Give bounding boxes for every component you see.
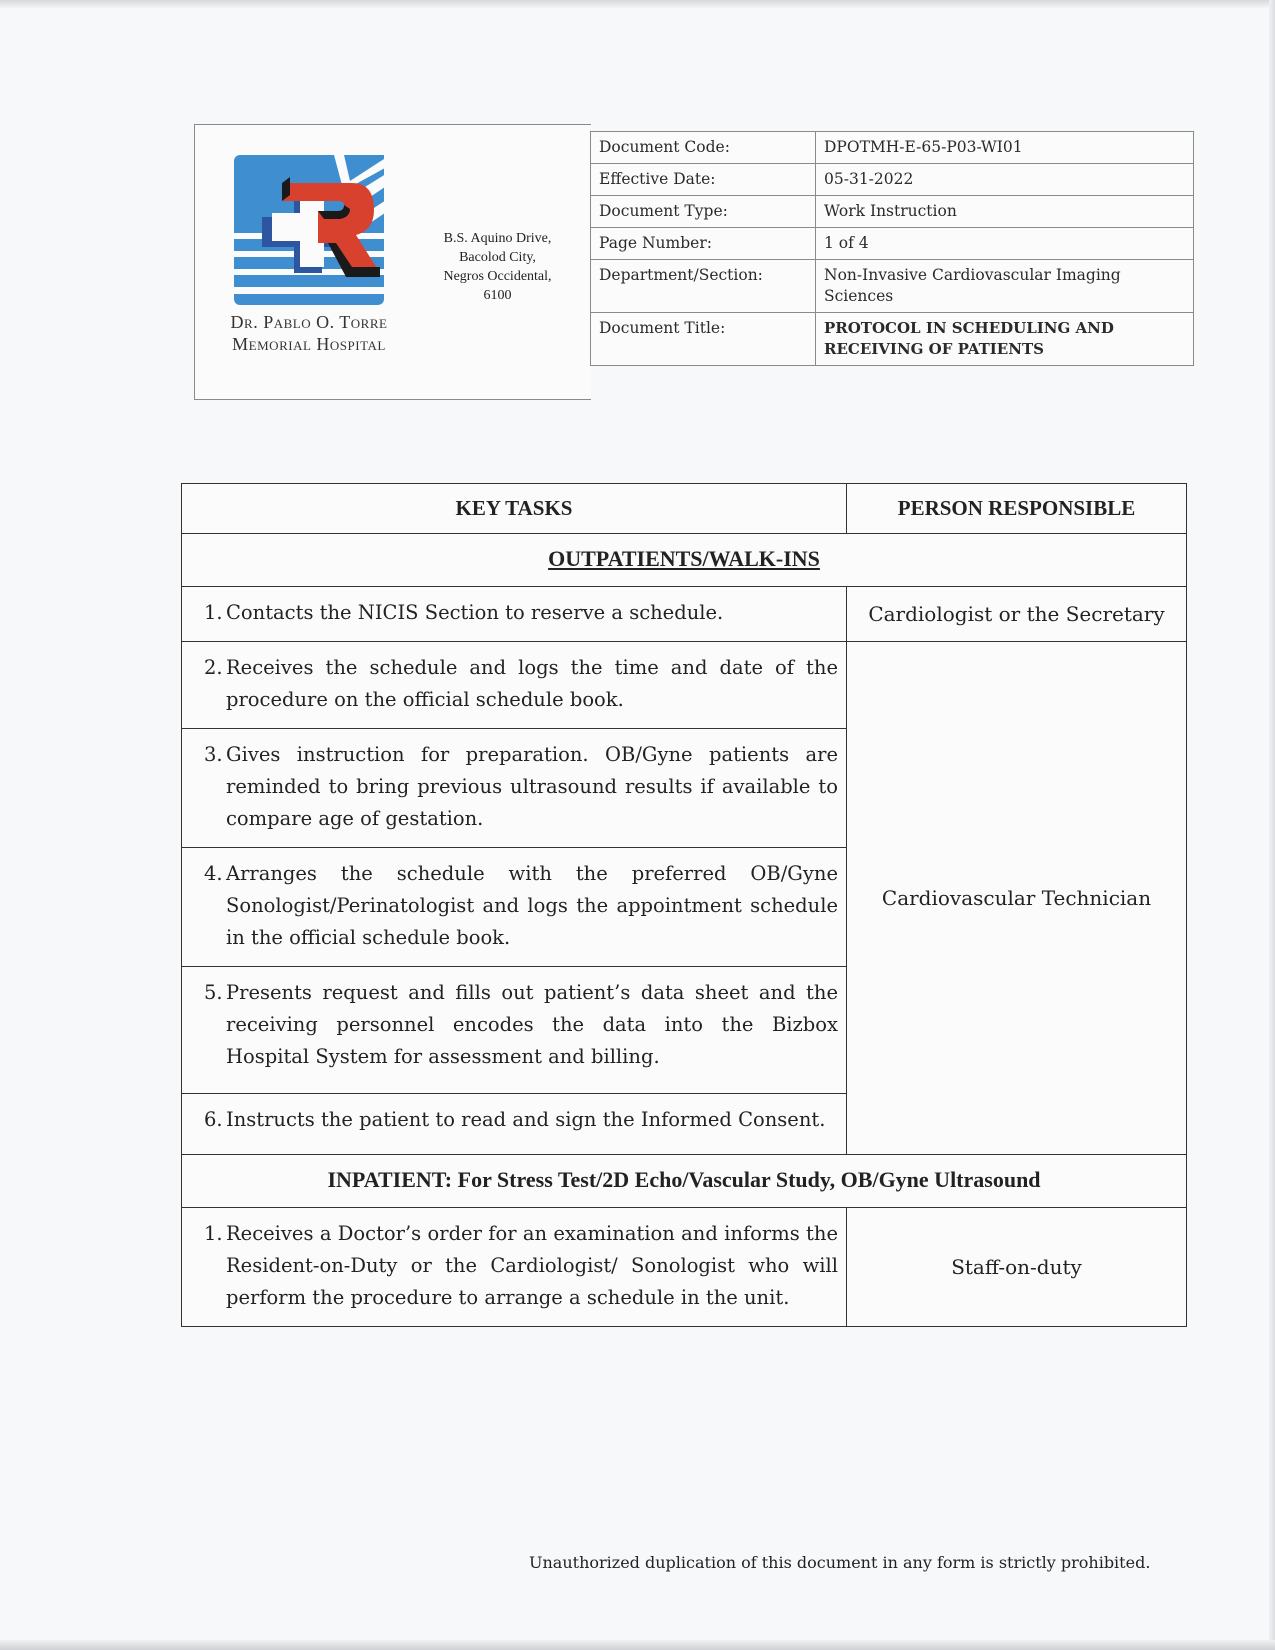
meta-value: 1 of 4	[816, 228, 1194, 260]
task-cell	[182, 729, 847, 848]
task-number: 1.	[204, 1222, 223, 1245]
meta-row-document-type	[591, 196, 1194, 228]
column-header-person-responsible: PERSON RESPONSIBLE	[847, 484, 1187, 534]
table-row	[182, 587, 1187, 642]
task-text: Receives the schedule and logs the time and date of the procedure on the official schedule book.	[226, 656, 838, 711]
task-text: Receives a Doctor’s order for an examination and informs the Resident-on-Duty or the Cardiologist/ Sonologist who will perform the procedure to arrange a schedule in the unit.	[226, 1222, 838, 1309]
task-cell	[182, 642, 847, 729]
task-number: 4.	[204, 862, 223, 885]
section-row-outpatients	[182, 534, 1187, 587]
task-cell	[182, 1208, 847, 1327]
person-responsible: Cardiologist or the Secretary	[847, 587, 1187, 642]
task-text: Gives instruction for preparation. OB/Gyne patients are reminded to bring previous ultrasound results if available to compare age of gestation.	[226, 743, 838, 830]
task-cell	[182, 848, 847, 967]
task-number: 1.	[204, 601, 223, 624]
meta-row-department	[591, 260, 1194, 313]
hospital-name	[204, 311, 414, 355]
document-meta-table	[590, 131, 1194, 366]
task-number: 6.	[204, 1108, 223, 1131]
address-line: Bacolod City,	[459, 250, 536, 265]
address-line: B.S. Aquino Drive,	[443, 231, 552, 246]
table-row	[182, 642, 1187, 729]
task-number: 2.	[204, 656, 223, 679]
meta-row-document-title	[591, 313, 1194, 366]
scan-edge-right	[1269, 0, 1275, 1650]
table-row	[182, 1208, 1187, 1327]
address-line: Negros Occidental,	[443, 269, 552, 284]
task-text: Instructs the patient to read and sign the Informed Consent.	[226, 1108, 826, 1131]
hospital-name-line1: Dr. Pablo O. Torre	[230, 312, 388, 332]
section-title	[182, 534, 1187, 587]
meta-label: Department/Section:	[591, 260, 816, 313]
section-title-text: OUTPATIENTS/WALK-INS	[548, 546, 820, 571]
table-header-row	[182, 484, 1187, 534]
meta-row-document-code	[591, 132, 1194, 164]
key-tasks-table	[181, 483, 1187, 1327]
section-title: INPATIENT: For Stress Test/2D Echo/Vascular Study, OB/Gyne Ultrasound	[182, 1155, 1187, 1208]
task-text: Presents request and fills out patient’s data sheet and the receiving personnel encodes the data into the Bizbox Hospital System for assessment and billing.	[226, 981, 838, 1068]
task-cell	[182, 967, 847, 1094]
meta-value: 05-31-2022	[816, 164, 1194, 196]
document-title: PROTOCOL IN SCHEDULING AND RECEIVING OF PATIENTS	[816, 313, 1194, 366]
task-number: 5.	[204, 981, 223, 1004]
task-cell	[182, 587, 847, 642]
meta-value: Non-Invasive Cardiovascular Imaging Sciences	[816, 260, 1194, 313]
meta-row-effective-date	[591, 164, 1194, 196]
hospital-logo-cross-r-icon	[234, 155, 394, 310]
meta-label: Document Title:	[591, 313, 816, 366]
task-cell	[182, 1094, 847, 1155]
meta-value: DPOTMH-E-65-P03-WI01	[816, 132, 1194, 164]
task-number: 3.	[204, 743, 223, 766]
meta-row-page-number	[591, 228, 1194, 260]
task-text: Arranges the schedule with the preferred OB/Gyne Sonologist/Perinatologist and logs the appointment schedule in the official schedule book.	[226, 862, 838, 949]
section-row-inpatient	[182, 1155, 1187, 1208]
address-line: 6100	[483, 288, 512, 303]
hospital-name-line2: Memorial Hospital	[232, 334, 386, 354]
meta-label: Page Number:	[591, 228, 816, 260]
meta-label: Effective Date:	[591, 164, 816, 196]
task-text: Contacts the NICIS Section to reserve a schedule.	[226, 601, 724, 624]
hospital-address	[425, 229, 570, 305]
meta-label: Document Code:	[591, 132, 816, 164]
scan-edge-bottom	[0, 1640, 1275, 1650]
footer-notice: Unauthorized duplication of this document in any form is strictly prohibited.	[529, 1553, 1151, 1572]
scan-edge-top	[0, 0, 1275, 8]
person-responsible: Staff-on-duty	[847, 1208, 1187, 1327]
meta-label: Document Type:	[591, 196, 816, 228]
column-header-key-tasks: KEY TASKS	[182, 484, 847, 534]
person-responsible: Cardiovascular Technician	[847, 642, 1187, 1155]
meta-value: Work Instruction	[816, 196, 1194, 228]
